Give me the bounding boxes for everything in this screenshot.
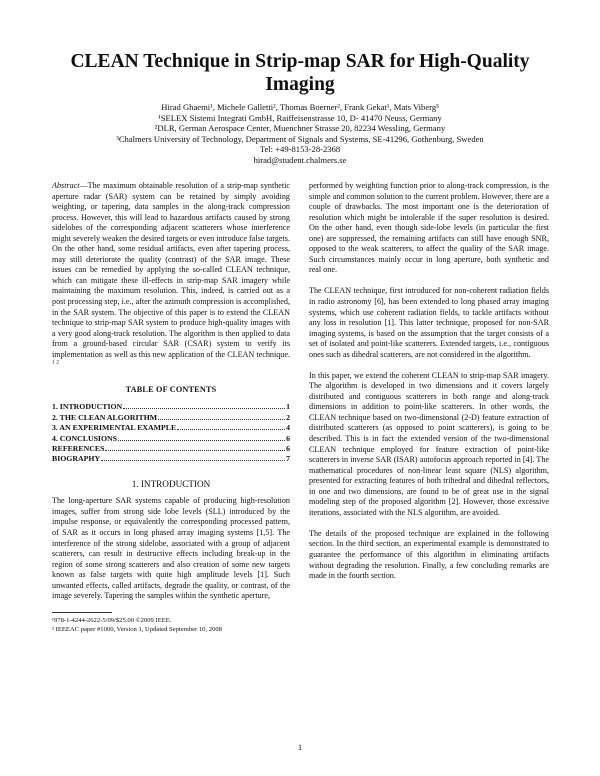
affiliation-3: ³Chalmers University of Technology, Department of Signals and Systems, SE-41296, Gothenburg, Sweden xyxy=(116,133,484,144)
author-block xyxy=(40,102,560,166)
body-paragraph: In this paper, we extend the coherent CLEAN to strip-map SAR imagery. The algorithm is developed in two dimensions and it covers largely distributed and contiguous scatterers in both range and along-track dimensions in addition to point-like scatterers. In other words, the CLEAN technique based on two-dimensional (2-D) feature extraction of distributed scatterers (as opposed to point scatterers), is going to be described. This is in fact the extended version of the two-dimensional CLEAN technique employed for feature extraction of point-like scatterers in inverse SAR (ISAR) autofocus approach reported in [4]. The mathematical procedures of non-linear least square (NLS) algorithm, presented for extracting features of both trihedral and dihedral reflectors, in one and two dimensions, are found to be of great use in the signal modeling step of the proposed algorithm [2]. However, those excessive iterations, associated with the NLS algorithm, are avoided. xyxy=(309,370,549,517)
paper-title: CLEAN Technique in Strip-map SAR for High-Quality Imaging xyxy=(70,51,530,95)
abstract-text: —The maximum obtainable resolution of a strip-map synthetic aperture radar (SAR) system can be retained by simply avoiding weighting, or tapering, data samples in the along-track compression process. However, this will lead to hazardous artifacts caused by strong sidelobes of the corresponding adjacent scatterers whose interference might severely weaken the desired targets or even introduce false targets. On the other hand, some residual artifacts, even after tapering process, may still deteriorate the quality (contrast) of the SAR image. These issues can be remedied by applying the so-called CLEAN technique, which can mitigate these ill-effects in strip-map SAR imagery while maintaining the maximum resolution. This, indeed, is carried out as a post processing step, i.e., after the azimuth compression is accomplished, in the SAR system. The objective of this paper is to extend the CLEAN technique to strip-map SAR system to produce high-quality images with a very good along-track resolution. The algorithm is then applied to data from a ground-based circular SAR (CSAR) system to verify its implementation as well as this new application of the CLEAN technique. xyxy=(52,181,290,359)
intro-heading: 1. INTRODUCTION xyxy=(131,478,211,489)
left-column xyxy=(52,181,290,634)
body-paragraph: The details of the proposed technique are explained in the following section. In the third section, an experimental example is demonstrated to guarantee the performance of this algorithm in eliminating artifacts without degrading the resolution. Finally, a few concluding remarks are made in the fourth section. xyxy=(309,528,549,581)
page-number: 1 xyxy=(297,742,303,752)
abstract-label: Abstract xyxy=(52,181,80,190)
toc-item: BIOGRAPHY 7 xyxy=(52,454,290,464)
toc-item: REFERENCES 6 xyxy=(52,444,290,454)
affiliation-2: ²DLR, German Aerospace Center, Muenchner Strasse 20, 82234 Wessling, Germany xyxy=(154,123,446,134)
email: hirad@student.chalmers.se xyxy=(253,154,347,165)
toc-item: 1. INTRODUCTION 1 xyxy=(52,402,290,412)
toc-item: 3. AN EXPERIMENTAL EXAMPLE 4 xyxy=(52,423,290,433)
authors-line: Hirad Ghaemi¹, Michele Galletti², Thomas Boerner², Frank Gekat¹, Mats Viberg³ xyxy=(161,102,439,112)
affiliation-1: ¹SELEX Sistemi Integrati GmbH, Raiffeisenstrasse 10, D- 41470 Neuss, Germany xyxy=(158,112,442,123)
table-of-contents xyxy=(52,402,290,464)
abstract-footnote-marks: 1 2 xyxy=(52,359,59,366)
intro-paragraph: The long-aperture SAR systems capable of producing high-resolution images, suffer from strong side lobe levels (SLL) introduced by the impulse response, or equivalently the corresponding processed pattern, of SAR as it occurs in long phased array imaging systems [1,5]. The interference of the strong sidelobe, associated with a group of adjacent scatterers, can result in destructive effects including break-up in the region of some strong scatterers and also creation of some new targets known as false targets with quite high amplitude levels [1]. Such unwanted effects, called artifacts, degrade the quality, or contrast, of the image severely. Tapering the samples within the synthetic aperture, xyxy=(52,496,290,601)
toc-item: 2. THE CLEAN ALGORITHM 2 xyxy=(52,412,290,422)
footnote-rule xyxy=(52,612,112,613)
telephone: Tel: +49-8153-28-2368 xyxy=(259,144,341,155)
footnotes xyxy=(52,612,290,634)
abstract xyxy=(52,181,290,371)
toc-item: 4. CONCLUSIONS 6 xyxy=(52,433,290,443)
footnote-1: ¹978-1-4244-2622-5/09/$25.00 ©2009 IEEE. xyxy=(52,617,172,625)
body-paragraph: performed by weighting function prior to along-track compression, is the simple and common solution to the current problem. However, there are a couple of drawbacks. The most important one is the deterioration of resolution which might be intolerable if the super resolution is desired. On the other hand, even though side-lobe levels (in particular the first one) are suppressed, the remaining artifacts can still have enough SNR, opposed to the weak scatterers, to affect the quality of the SAR image. Such circumstances mainly occur in long aperture, both synthetic and real one. xyxy=(309,181,549,275)
footnote-2: ² IEEEAC paper #1000, Version 1, Updated September 10, 2008 xyxy=(52,626,222,634)
right-column xyxy=(309,181,549,592)
toc-title: TABLE OF CONTENTS xyxy=(125,384,217,394)
body-paragraph: The CLEAN technique, first introduced for non-coherent radiation fields in radio astronomy [6], has been extended to long phased array imaging systems, which use coherent radiation fields, to tackle artifacts without any loss in resolution [1]. This latter technique, proposed for non-SAR imaging systems, is based on the assumption that the target consists of a set of isolated and point-like scatterers. Extended targets, i.e., contiguous ones such as dihedral scatterers, are not considered in the algorithm. xyxy=(309,286,549,359)
